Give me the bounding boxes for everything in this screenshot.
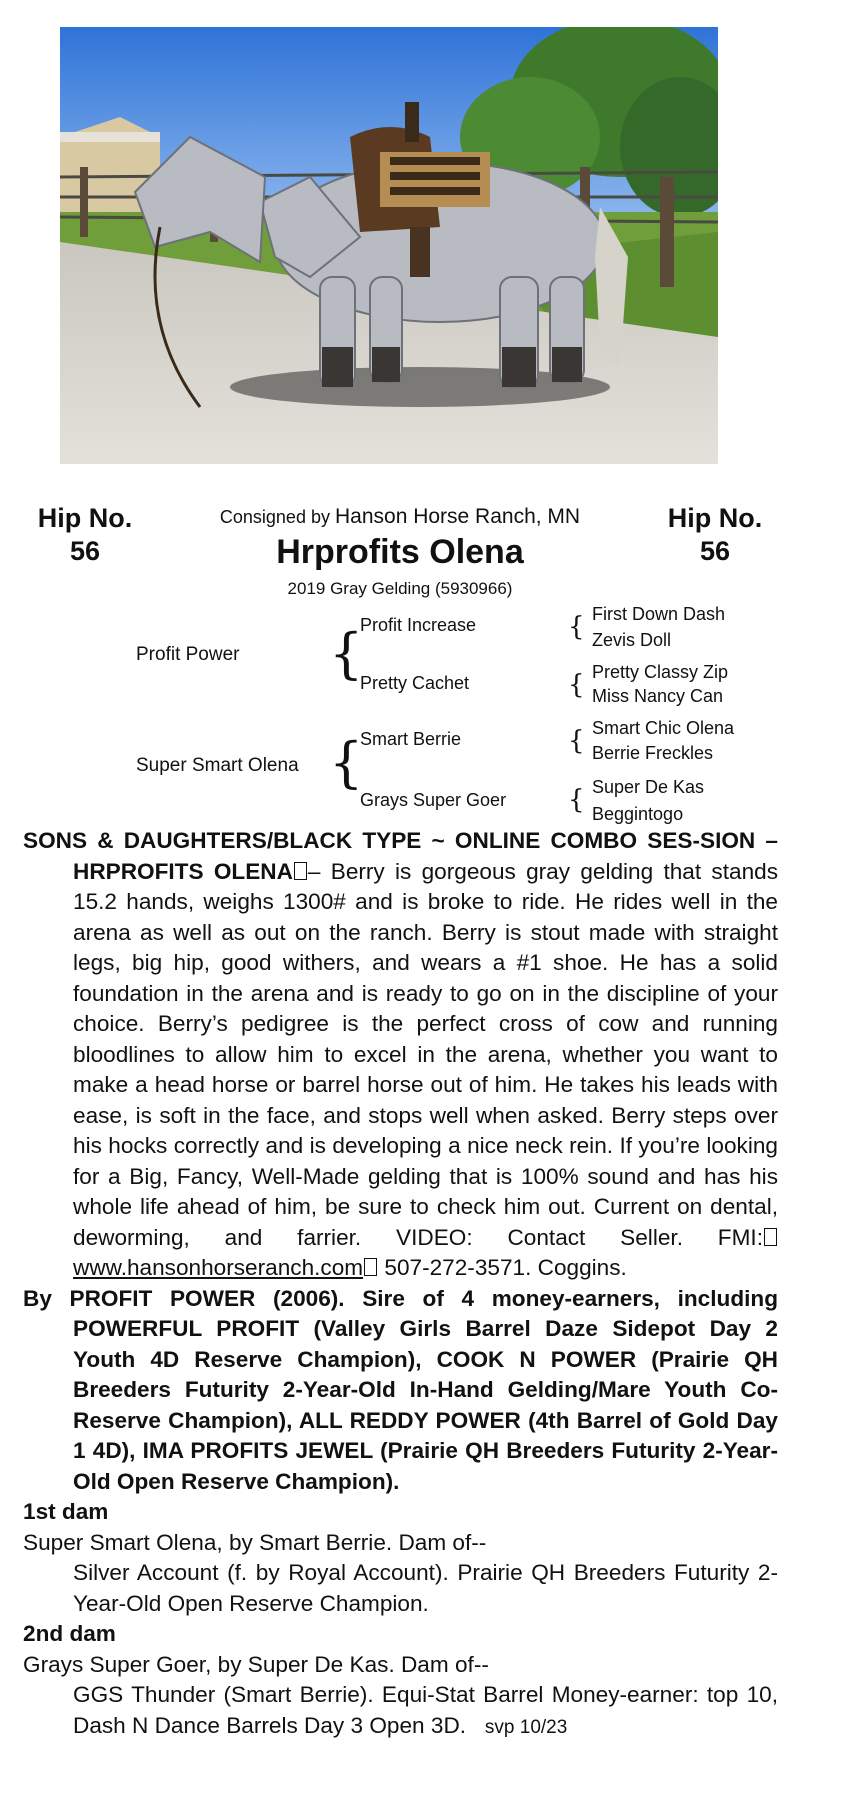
pedigree-sire-dam: Pretty Cachet [360, 673, 470, 693]
pedigree-sire: Profit Power [136, 644, 240, 665]
pedigree-brace-small: { [568, 785, 585, 815]
box-glyph-icon [764, 1228, 777, 1246]
footer-code: svp 10/23 [484, 1716, 568, 1738]
consignor: Hanson Horse Ranch, MN [334, 505, 581, 528]
second-dam-line: Grays Super Goer, by Super De Kas. Dam of-- [23, 1651, 489, 1677]
second-dam-produce-text: GGS Thunder (Smart Berrie). Equi-Stat Barrel Money-earner: top 10, Dash N Dance Barrels Day 3 Open 3D. [73, 1682, 778, 1738]
pedigree-dam-dam: Grays Super Goer [360, 790, 507, 810]
hip-label: Hip No. [37, 503, 133, 533]
pedigree-brace: { [329, 731, 364, 794]
second-dam-heading: 2nd dam [23, 1621, 116, 1646]
pedigree-brace-small: { [568, 726, 585, 756]
pedigree-gen3-item: Berrie Freckles [592, 743, 714, 763]
first-dam-produce: Silver Account (f. by Royal Account). Prairie QH Breeders Futurity 2-Year-Old Open Reserve Champion. [73, 1560, 778, 1616]
pedigree-dam-sire: Smart Berrie [360, 729, 462, 749]
consigned-by [160, 505, 640, 529]
hip-label: Hip No. [667, 503, 763, 533]
hip-number-left [10, 502, 160, 568]
hip-number-right [640, 502, 790, 568]
pedigree-brace-small: { [568, 612, 585, 642]
first-dam-line: Super Smart Olena, by Smart Berrie. Dam of-- [23, 1529, 487, 1555]
remarks-text: – Berry is gorgeous gray gelding that stands 15.2 hands, weighs 1300# and is broke to ride. He rides well in the arena as well as out on the ranch. Berry is stout made with straight legs, big hip, good withers, and wears a #1 shoe. He has a solid foundation in the arena and is ready to go on in the discipline of your choice. Berry’s pedigree is the perfect cross of cow and running bloodlines to allow him to excel in the arena, whether you want to make a head horse or barrel horse out of him. He takes his leads with ease, is soft in the face, and stops well when asked. Berry steps over his hocks correctly and is developing a nice neck rein. If you’re looking for a Big, Fancy, Well-Made gelding that is 100% sound and has his whole life ahead of him, be sure to check him out. Current on dental, deworming, and farrier. VIDEO: Contact Seller. FMI: [73, 858, 778, 1250]
pedigree-gen3-item: Pretty Classy Zip [592, 662, 729, 682]
consigned-prefix: Consigned by [219, 507, 330, 527]
horse-name: Hrprofits Olena [276, 533, 524, 571]
pedigree-gen3-item: Smart Chic Olena [592, 718, 735, 738]
website-link[interactable]: www.hansonhorseranch.com [73, 1255, 364, 1280]
remarks-contact: 507-272-3571. Coggins. [378, 1255, 627, 1280]
horse-photo-illustration [60, 27, 718, 464]
pedigree-gen3-item: First Down Dash [592, 604, 726, 624]
remarks-paragraph [23, 826, 778, 1284]
catalog-body [23, 826, 778, 1743]
remarks-heading: SONS & DAUGHTERS/BLACK TYPE ~ ONLINE COMBO SES-SION – HRPROFITS OLENA [23, 828, 778, 884]
pedigree-gen3-item: Zevis Doll [592, 630, 672, 650]
first-dam-heading: 1st dam [23, 1499, 109, 1524]
pedigree-brace-small: { [568, 670, 585, 700]
pedigree-dam: Super Smart Olena [136, 755, 299, 776]
horse-photo [60, 27, 718, 464]
pedigree-gen3-item: Miss Nancy Can [592, 686, 724, 706]
horse-description: 2019 Gray Gelding (5930966) [287, 579, 513, 598]
second-dam-produce [23, 1680, 778, 1743]
box-glyph-icon [294, 862, 307, 880]
pedigree-brace: { [329, 622, 364, 685]
sire-info: By PROFIT POWER (2006). Sire of 4 money-earners, including POWERFUL PROFIT (Valley Girls Barrel Daze Sidepot Day 2 Youth 4D Reserve Champion), COOK N POWER (Prairie QH Breeders Futurity 2-Year-Old In-Hand Gelding/Mare Youth Co-Reserve Champion), ALL REDDY POWER (4th Barrel of Gold Day 1 4D), IMA PROFITS JEWEL (Prairie QH Breeders Futurity 2-Year-Old Open Reserve Champion). [23, 1285, 778, 1494]
pedigree-sire-sire: Profit Increase [360, 615, 477, 635]
pedigree-gen3-item: Beggintogo [592, 804, 684, 824]
box-glyph-icon [364, 1258, 377, 1276]
hip-number: 56 [699, 536, 731, 566]
pedigree-gen3-item: Super De Kas [592, 777, 705, 797]
hip-number: 56 [69, 536, 101, 566]
